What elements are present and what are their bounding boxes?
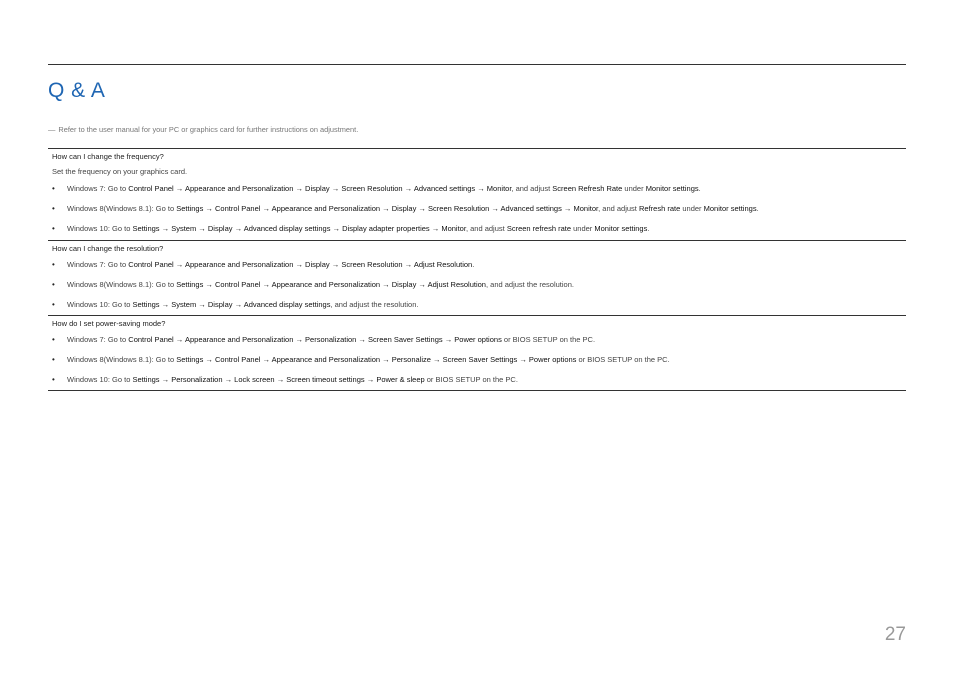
page-number: 27 — [884, 624, 906, 645]
question-frequency: How can I change the frequency? — [52, 152, 164, 161]
list-item-win7-resolution — [48, 259, 906, 279]
list-item-win8-resolution — [48, 279, 906, 299]
item-suffix: . — [756, 204, 759, 213]
item-suffix: . — [698, 184, 701, 193]
item-mid: , and adjust — [598, 204, 639, 213]
bottom-rule — [48, 390, 906, 391]
item-suffix: or BIOS SETUP on the PC. — [424, 375, 518, 384]
menu-path: Settings → Control Panel → Appearance and Personalization → Display → Adjust Resolution — [176, 280, 486, 289]
bullet-list-resolution — [48, 259, 906, 319]
item-prefix: Windows 10: Go to — [67, 224, 133, 233]
item-suffix: . — [647, 224, 650, 233]
item-under: under — [571, 224, 595, 233]
bullet-icon: • — [52, 184, 55, 193]
menu-path: Control Panel → Appearance and Personalization → Personalization → Screen Saver Settings → Power options — [128, 335, 502, 344]
menu-path: Settings → System → Display → Advanced display settings → Display adapter properties → Monitor — [132, 224, 466, 233]
item-suffix: , and adjust the resolution. — [485, 280, 574, 289]
item-suffix: , and adjust the resolution. — [330, 300, 419, 309]
list-item-win7-power — [48, 334, 906, 354]
list-item-win7-frequency — [48, 183, 906, 203]
setting-target: Screen refresh rate — [506, 224, 572, 233]
qa-section-frequency — [48, 148, 906, 243]
item-under: under — [680, 204, 704, 213]
bullet-icon: • — [52, 355, 55, 364]
bullet-list-power-saving — [48, 334, 906, 394]
item-prefix: Windows 8(Windows 8.1): Go to — [67, 204, 177, 213]
bullet-icon: • — [52, 260, 55, 269]
list-item-win10-power — [48, 374, 906, 394]
item-suffix: or BIOS SETUP on the PC. — [576, 355, 670, 364]
qa-section-power-saving — [48, 315, 906, 394]
list-item-win8-frequency — [48, 203, 906, 223]
item-prefix: Windows 8(Windows 8.1): Go to — [67, 280, 177, 289]
bullet-list-frequency — [48, 183, 906, 243]
setting-location: Monitor settings — [594, 224, 648, 233]
menu-path: Control Panel → Appearance and Personalization → Display → Screen Resolution → Advanced settings → Monitor — [128, 184, 512, 193]
adjustment-note — [48, 125, 358, 134]
top-rule — [48, 64, 906, 65]
setting-target: Refresh rate — [638, 204, 681, 213]
answer-frequency: Set the frequency on your graphics card. — [52, 167, 188, 176]
question-power-saving: How do I set power-saving mode? — [52, 319, 166, 328]
item-prefix: Windows 7: Go to — [67, 335, 129, 344]
setting-location: Monitor settings — [703, 204, 757, 213]
bullet-icon: • — [52, 335, 55, 344]
setting-target: Screen Refresh Rate — [552, 184, 623, 193]
menu-path: Settings → Control Panel → Appearance and Personalization → Personalize → Screen Saver Settings → Power options — [176, 355, 577, 364]
bullet-icon: • — [52, 204, 55, 213]
setting-location: Monitor settings — [645, 184, 699, 193]
bullet-icon: • — [52, 375, 55, 384]
note-text: Refer to the user manual for your PC or graphics card for further instructions on adjustment. — [58, 125, 359, 134]
bullet-icon: • — [52, 280, 55, 289]
item-prefix: Windows 7: Go to — [67, 184, 129, 193]
qa-section-resolution — [48, 240, 906, 319]
item-prefix: Windows 7: Go to — [67, 260, 129, 269]
item-under: under — [622, 184, 646, 193]
page-title: Q & A — [48, 79, 106, 102]
menu-path: Settings → Personalization → Lock screen → Screen timeout settings → Power & sleep — [132, 375, 425, 384]
bullet-icon: • — [52, 224, 55, 233]
note-dash: ― — [48, 125, 56, 134]
item-suffix: . — [472, 260, 475, 269]
question-resolution: How can I change the resolution? — [52, 244, 164, 253]
bullet-icon: • — [52, 300, 55, 309]
menu-path: Settings → System → Display → Advanced display settings — [132, 300, 331, 309]
item-mid: , and adjust — [511, 184, 553, 193]
item-prefix: Windows 10: Go to — [67, 375, 133, 384]
list-item-win8-power — [48, 354, 906, 374]
item-prefix: Windows 10: Go to — [67, 300, 133, 309]
menu-path: Settings → Control Panel → Appearance and Personalization → Display → Screen Resolution → Advanced settings → Monitor — [176, 204, 599, 213]
item-prefix: Windows 8(Windows 8.1): Go to — [67, 355, 177, 364]
item-suffix: or BIOS SETUP on the PC. — [501, 335, 596, 344]
item-mid: , and adjust — [465, 224, 507, 233]
menu-path: Control Panel → Appearance and Personalization → Display → Screen Resolution → Adjust Resolution — [128, 260, 473, 269]
